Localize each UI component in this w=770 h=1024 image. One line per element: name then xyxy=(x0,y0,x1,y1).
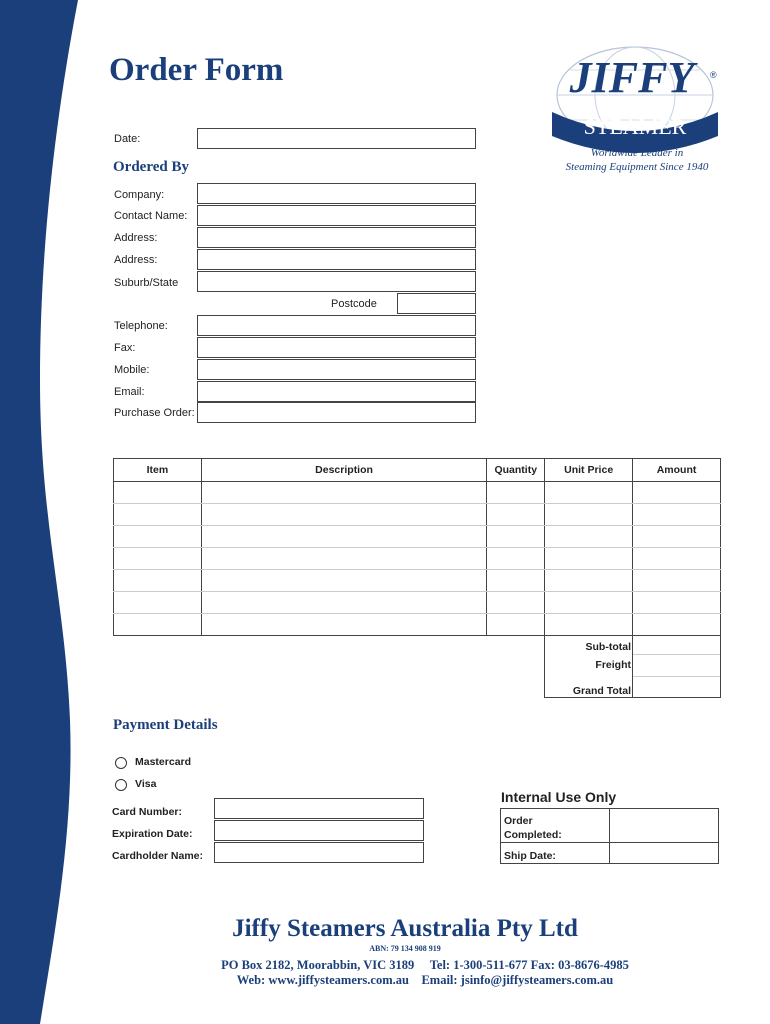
jiffy-steamer-logo xyxy=(540,40,730,160)
table-row xyxy=(114,504,721,526)
side-wave-decoration xyxy=(0,0,120,1024)
grand-total-label: Grand Total xyxy=(572,685,631,697)
amount-cell[interactable] xyxy=(633,504,721,526)
table-row xyxy=(114,482,721,504)
address-1-field[interactable] xyxy=(197,227,476,248)
ordered-by-heading: Ordered By xyxy=(113,159,189,175)
visa-radio[interactable] xyxy=(115,779,127,791)
payment-details-heading: Payment Details xyxy=(113,717,218,733)
freight-field[interactable] xyxy=(633,655,720,675)
unit-price-cell[interactable] xyxy=(545,614,633,636)
company-field[interactable] xyxy=(197,183,476,204)
column-header-item: Item xyxy=(114,459,202,482)
company-label: Company: xyxy=(114,189,165,201)
postcode-field[interactable] xyxy=(397,293,476,314)
unit-price-cell[interactable] xyxy=(545,592,633,614)
subtotal-label: Sub-total xyxy=(585,641,631,653)
unit-price-cell[interactable] xyxy=(545,570,633,592)
amount-cell[interactable] xyxy=(633,526,721,548)
footer-website[interactable]: Web: www.jiffysteamers.com.au xyxy=(236,973,409,987)
card-number-field[interactable] xyxy=(214,798,424,819)
quantity-cell[interactable] xyxy=(487,482,545,504)
item-cell[interactable] xyxy=(114,570,202,592)
fax-field[interactable] xyxy=(197,337,476,358)
expiration-date-label: Expiration Date: xyxy=(112,828,193,840)
table-row xyxy=(114,526,721,548)
item-cell[interactable] xyxy=(114,614,202,636)
order-completed-field[interactable] xyxy=(611,810,718,841)
footer-address: PO Box 2182, Moorabbin, VIC 3189 xyxy=(221,958,415,972)
ship-date-label: Ship Date: xyxy=(504,850,556,862)
mobile-field[interactable] xyxy=(197,359,476,380)
description-cell[interactable] xyxy=(201,614,486,636)
table-row xyxy=(114,592,721,614)
table-row xyxy=(114,548,721,570)
postcode-label: Postcode xyxy=(331,298,377,310)
date-label: Date: xyxy=(114,133,141,145)
quantity-cell[interactable] xyxy=(487,570,545,592)
svg-text:®: ® xyxy=(710,70,717,80)
purchase-order-label: Purchase Order: xyxy=(114,407,195,419)
amount-cell[interactable] xyxy=(633,482,721,504)
table-row xyxy=(114,614,721,636)
date-field[interactable] xyxy=(197,128,476,149)
logo-brand-bottom: STEAMER xyxy=(583,114,687,139)
item-cell[interactable] xyxy=(114,526,202,548)
description-cell[interactable] xyxy=(201,570,486,592)
quantity-cell[interactable] xyxy=(487,526,545,548)
unit-price-cell[interactable] xyxy=(545,504,633,526)
contact-name-label: Contact Name: xyxy=(114,210,188,222)
amount-cell[interactable] xyxy=(633,592,721,614)
description-cell[interactable] xyxy=(201,526,486,548)
amount-cell[interactable] xyxy=(633,570,721,592)
expiration-date-field[interactable] xyxy=(214,820,424,841)
item-cell[interactable] xyxy=(114,482,202,504)
address-2-field[interactable] xyxy=(197,249,476,270)
telephone-label: Telephone: xyxy=(114,320,168,332)
footer-email[interactable]: Email: jsinfo@jiffysteamers.com.au xyxy=(421,973,614,987)
description-cell[interactable] xyxy=(201,592,486,614)
description-cell[interactable] xyxy=(201,548,486,570)
amount-cell[interactable] xyxy=(633,548,721,570)
purchase-order-field[interactable] xyxy=(197,402,476,423)
cardholder-name-label: Cardholder Name: xyxy=(112,850,204,862)
footer-phone-fax: Tel: 1-300-511-677 Fax: 03-8676-4985 xyxy=(429,958,629,972)
suburb-state-field[interactable] xyxy=(197,271,476,292)
table-row xyxy=(114,570,721,592)
order-completed-label: Order Completed: xyxy=(504,815,562,841)
subtotal-field[interactable] xyxy=(633,634,720,654)
unit-price-cell[interactable] xyxy=(545,482,633,504)
cardholder-name-field[interactable] xyxy=(214,842,424,863)
email-field[interactable] xyxy=(197,381,476,402)
column-header-amount: Amount xyxy=(633,459,721,482)
unit-price-cell[interactable] xyxy=(545,526,633,548)
contact-name-field[interactable] xyxy=(197,205,476,226)
footer-abn: ABN: 79 134 908 919 xyxy=(369,944,441,953)
description-cell[interactable] xyxy=(201,482,486,504)
telephone-field[interactable] xyxy=(197,315,476,336)
mobile-label: Mobile: xyxy=(114,364,150,376)
page-title: Order Form xyxy=(109,52,284,88)
fax-label: Fax: xyxy=(114,342,136,354)
items-table xyxy=(113,458,721,636)
logo-brand-top: JIFFY xyxy=(569,53,695,102)
quantity-cell[interactable] xyxy=(487,592,545,614)
items-table-header xyxy=(114,459,721,482)
quantity-cell[interactable] xyxy=(487,504,545,526)
column-header-unit-price: Unit Price xyxy=(545,459,633,482)
tagline: Worldwide Leader in Steaming Equipment Since 1940 xyxy=(565,147,709,173)
ship-date-field[interactable] xyxy=(611,844,718,863)
column-header-quantity: Quantity xyxy=(487,459,545,482)
internal-use-box xyxy=(500,808,719,864)
suburb-state-label: Suburb/State xyxy=(114,277,179,289)
item-cell[interactable] xyxy=(114,504,202,526)
internal-use-heading: Internal Use Only xyxy=(501,789,617,805)
footer-contact-line-2 xyxy=(150,973,700,988)
visa-label: Visa xyxy=(135,778,157,790)
card-number-label: Card Number: xyxy=(112,806,183,818)
unit-price-cell[interactable] xyxy=(545,548,633,570)
mastercard-label: Mastercard xyxy=(135,756,192,768)
email-label: Email: xyxy=(114,386,145,398)
quantity-cell[interactable] xyxy=(487,548,545,570)
item-cell[interactable] xyxy=(114,592,202,614)
address-2-label: Address: xyxy=(114,254,158,266)
grand-total-field[interactable] xyxy=(633,677,720,697)
description-cell[interactable] xyxy=(201,504,486,526)
footer-contact-line-1 xyxy=(150,958,700,973)
item-cell[interactable] xyxy=(114,548,202,570)
address-1-label: Address: xyxy=(114,232,158,244)
quantity-cell[interactable] xyxy=(487,614,545,636)
freight-label: Freight xyxy=(595,659,631,671)
mastercard-radio[interactable] xyxy=(115,757,127,769)
column-header-description: Description xyxy=(201,459,486,482)
totals-bottom-rule xyxy=(544,697,632,698)
footer-company-name: Jiffy Steamers Australia Pty Ltd xyxy=(232,915,578,942)
